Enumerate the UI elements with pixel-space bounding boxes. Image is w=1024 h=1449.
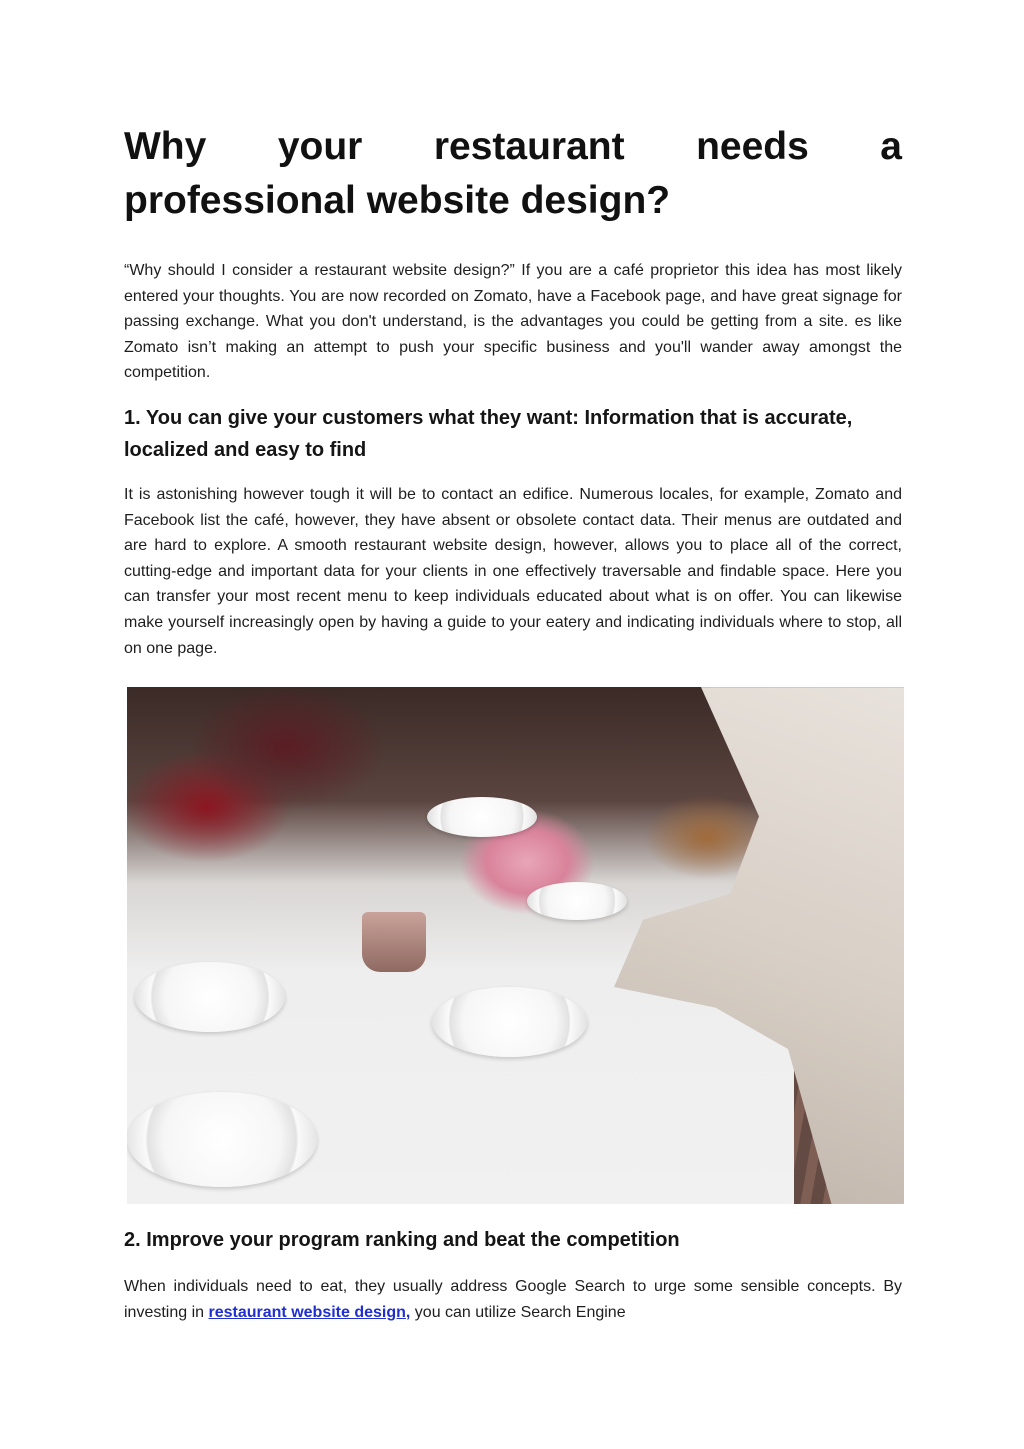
plate bbox=[427, 797, 537, 837]
plate bbox=[135, 962, 285, 1032]
title-word: restaurant bbox=[433, 125, 625, 168]
intro-paragraph: “Why should I consider a restaurant website design?” If you are a café proprietor this idea has most likely entered your thoughts. You are now recorded on Zomato, have a Facebook page, and have great signage for passing exchange. What you don't understand, is the advantages you could be getting from a site. es like Zomato isn’t making an attempt to push your specific business and you'll wander away amongst the competition. bbox=[124, 262, 902, 382]
plate bbox=[527, 882, 627, 920]
plate bbox=[127, 1092, 317, 1187]
flower-vase bbox=[362, 912, 426, 972]
section-1-heading: 1. You can give your customers what they want: Information that is accurate, localized and easy to find bbox=[124, 406, 853, 461]
document-page bbox=[124, 120, 902, 1325]
paragraph-text: When individuals need to eat, they usually address Google Search to urge some sensible concepts. By investing in bbox=[124, 1278, 902, 1321]
paragraph-text: you can utilize Search Engine bbox=[410, 1303, 626, 1321]
section-2-heading: 2. Improve your program ranking and beat the competition bbox=[124, 1229, 680, 1252]
title-word: a bbox=[880, 125, 902, 168]
title-word: your bbox=[277, 125, 363, 168]
page-title bbox=[124, 120, 902, 228]
section-2-paragraph bbox=[124, 1274, 902, 1325]
title-line-1 bbox=[124, 120, 902, 174]
person-setting-table bbox=[614, 687, 904, 1204]
restaurant-website-design-link[interactable]: restaurant website design bbox=[208, 1303, 406, 1321]
link-comma: , bbox=[405, 1303, 411, 1321]
title-word: needs bbox=[696, 125, 809, 168]
section-1-paragraph: It is astonishing however tough it will be to contact an edifice. Numerous locales, for example, Zomato and Facebook list the café, however, they have absent or obsolete contact data. Their menus are outdated and are hard to explore. A smooth restaurant website design, however, allows you to place all of the correct, cutting-edge and important data for your clients in one effectively traversable and findable space. Here you can transfer your most recent menu to keep individuals educated about what is on offer. You can likewise make yourself increasingly open by having a guide to your eatery and indicating individuals where to stop, all on one page. bbox=[124, 485, 902, 657]
plate bbox=[432, 987, 587, 1057]
restaurant-table-photo bbox=[127, 687, 904, 1204]
title-word: Why bbox=[124, 125, 207, 168]
title-line-2: professional website design? bbox=[124, 179, 671, 222]
